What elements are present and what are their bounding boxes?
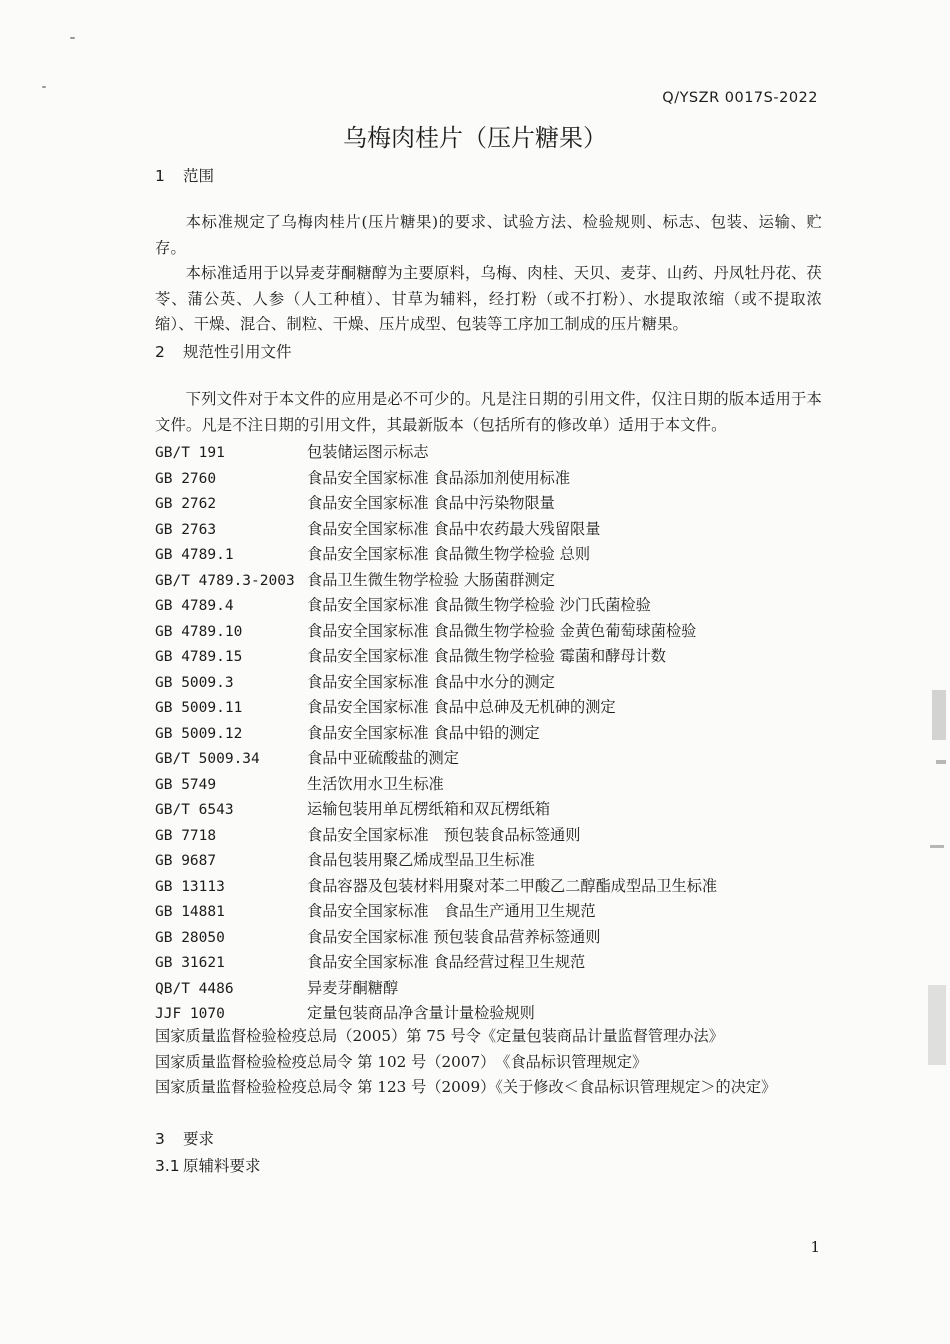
reference-item <box>155 619 835 645</box>
reference-title: 食品安全国家标准 预包装食品营养标签通则 <box>307 927 601 946</box>
reference-item <box>155 1001 835 1027</box>
reference-code: GB 2760 <box>155 470 217 487</box>
reference-title: 食品安全国家标准 食品微生物学检验 金黄色葡萄球菌检验 <box>307 621 697 640</box>
reference-code: QB/T 4486 <box>155 980 234 997</box>
scan-edge-mark <box>930 845 944 848</box>
reference-item <box>155 721 835 747</box>
reference-item <box>155 950 835 976</box>
reference-code: GB/T 6543 <box>155 802 234 818</box>
reference-item <box>155 746 835 772</box>
reference-item <box>155 772 835 798</box>
reference-title: 异麦芽酮糖醇 <box>307 978 399 997</box>
reference-title: 食品安全国家标准 食品中农药最大残留限量 <box>307 519 601 538</box>
reference-extra-item: 国家质量监督检验检疫总局令 第 123 号（2009）《关于修改＜食品标识管理规定＞的决定》 <box>155 1078 777 1096</box>
reference-title: 食品安全国家标准 食品微生物学检验 沙门氏菌检验 <box>307 596 651 614</box>
reference-code: GB 7718 <box>155 827 217 844</box>
reference-code: GB/T 5009.34 <box>155 751 260 767</box>
reference-item <box>155 466 835 492</box>
reference-code: GB 31621 <box>155 955 225 971</box>
subsection-number: 3.1 <box>155 1157 180 1175</box>
reference-title: 食品安全国家标准 食品微生物学检验 总则 <box>307 545 591 563</box>
scan-edge-mark <box>928 985 946 1065</box>
reference-item <box>155 593 835 619</box>
reference-item <box>155 644 835 670</box>
section-title: 范围 <box>183 167 215 185</box>
section-3-heading <box>155 1127 214 1149</box>
reference-title: 食品安全国家标准 食品中污染物限量 <box>307 494 555 512</box>
reference-title: 食品安全国家标准 食品经营过程卫生规范 <box>307 953 586 971</box>
reference-title: 定量包装商品净含量计量检验规则 <box>307 1004 535 1022</box>
reference-item <box>155 823 835 849</box>
reference-list-extra <box>155 1024 776 1101</box>
reference-item <box>155 542 835 568</box>
reference-title: 食品安全国家标准 食品生产通用卫生规范 <box>307 902 596 920</box>
reference-item <box>155 695 835 721</box>
reference-item <box>155 491 835 517</box>
reference-item <box>155 517 835 543</box>
reference-title: 食品安全国家标准 食品微生物学检验 霉菌和酵母计数 <box>307 647 666 665</box>
reference-code: GB 4789.1 <box>155 547 234 563</box>
reference-item <box>155 899 835 925</box>
section-title: 规范性引用文件 <box>183 343 292 361</box>
page-number: 1 <box>810 1238 820 1256</box>
reference-title: 运输包装用单瓦楞纸箱和双瓦楞纸箱 <box>307 800 550 818</box>
reference-title: 食品安全国家标准 预包装食品标签通则 <box>307 825 581 844</box>
reference-code: GB 9687 <box>155 853 217 869</box>
reference-code: GB 5009.12 <box>155 725 243 742</box>
reference-title: 食品包装用聚乙烯成型品卫生标准 <box>307 851 535 869</box>
reference-code: GB 2763 <box>155 521 217 538</box>
reference-item <box>155 848 835 874</box>
reference-code: GB 5009.11 <box>155 700 243 716</box>
subsection-title: 原辅料要求 <box>183 1157 261 1175</box>
reference-title: 食品安全国家标准 食品中铅的测定 <box>307 723 540 742</box>
scope-paragraph-2: 本标准适用于以异麦芽酮糖醇为主要原料，乌梅、肉桂、天贝、麦芽、山药、丹凤牡丹花、茯苓、蒲公英、人参（人工种植）、甘草为辅料，经打粉（或不打粉）、水提取浓缩（或不提取浓缩）、干燥、混合、制粒、干燥、压片成型、包装等工序加工制成的压片糖果。 <box>155 264 822 333</box>
scan-speck <box>70 37 75 39</box>
reference-code: GB/T 191 <box>155 445 225 461</box>
refs-intro-paragraph: 下列文件对于本文件的应用是必不可少的。凡是注日期的引用文件，仅注日期的版本适用于本文件。凡是不注日期的引用文件，其最新版本（包括所有的修改单）适用于本文件。 <box>155 390 822 434</box>
reference-code: GB 5009.3 <box>155 674 234 691</box>
reference-title: 食品安全国家标准 食品中总砷及无机砷的测定 <box>307 698 616 716</box>
reference-extra-item: 国家质量监督检验检疫总局（2005）第 75 号令《定量包装商品计量监督管理办法》 <box>155 1027 724 1045</box>
reference-item <box>155 440 835 466</box>
reference-title: 食品安全国家标准 食品中水分的测定 <box>307 672 555 691</box>
reference-code: GB 14881 <box>155 904 225 920</box>
reference-code: GB 4789.10 <box>155 623 243 640</box>
reference-title: 包装储运图示标志 <box>307 443 429 461</box>
document-title: 乌梅肉桂片（压片糖果） <box>343 124 607 152</box>
reference-item <box>155 976 835 1002</box>
reference-list <box>155 440 835 1027</box>
document-code: Q/YSZR 0017S-2022 <box>662 90 818 106</box>
section-number: 1 <box>155 167 165 185</box>
section-2-heading <box>155 340 292 362</box>
scan-edge-mark <box>932 690 946 740</box>
reference-title: 生活饮用水卫生标准 <box>307 774 444 793</box>
scan-speck <box>42 86 46 88</box>
section-title: 要求 <box>183 1130 215 1148</box>
reference-title: 食品中亚硫酸盐的测定 <box>307 749 459 767</box>
reference-title: 食品卫生微生物学检验 大肠菌群测定 <box>307 570 555 589</box>
reference-extra-item: 国家质量监督检验检疫总局令 第 102 号（2007） 《食品标识管理规定》 <box>155 1052 648 1071</box>
reference-code: JJF 1070 <box>155 1006 225 1022</box>
reference-code: GB 4789.15 <box>155 649 243 665</box>
reference-item <box>155 797 835 823</box>
reference-item <box>155 568 835 594</box>
reference-code: GB 4789.4 <box>155 598 234 614</box>
reference-item <box>155 670 835 696</box>
reference-item <box>155 925 835 951</box>
reference-code: GB 13113 <box>155 878 225 895</box>
section-number: 3 <box>155 1130 165 1148</box>
reference-title: 食品安全国家标准 食品添加剂使用标准 <box>307 468 571 487</box>
subsection-3-1-heading <box>155 1154 261 1176</box>
reference-code: GB/T 4789.3-2003 <box>155 572 295 589</box>
reference-code: GB 5749 <box>155 776 217 793</box>
reference-item <box>155 874 835 900</box>
reference-code: GB 28050 <box>155 929 225 946</box>
section-number: 2 <box>155 343 165 361</box>
scan-edge-mark <box>936 760 946 764</box>
section-1-heading <box>155 164 214 186</box>
reference-code: GB 2762 <box>155 496 217 512</box>
reference-title: 食品容器及包装材料用聚对苯二甲酸乙二醇酯成型品卫生标准 <box>307 876 718 895</box>
scope-paragraph-1: 本标准规定了乌梅肉桂片(压片糖果)的要求、试验方法、检验规则、标志、包装、运输、贮存。 <box>155 213 822 257</box>
